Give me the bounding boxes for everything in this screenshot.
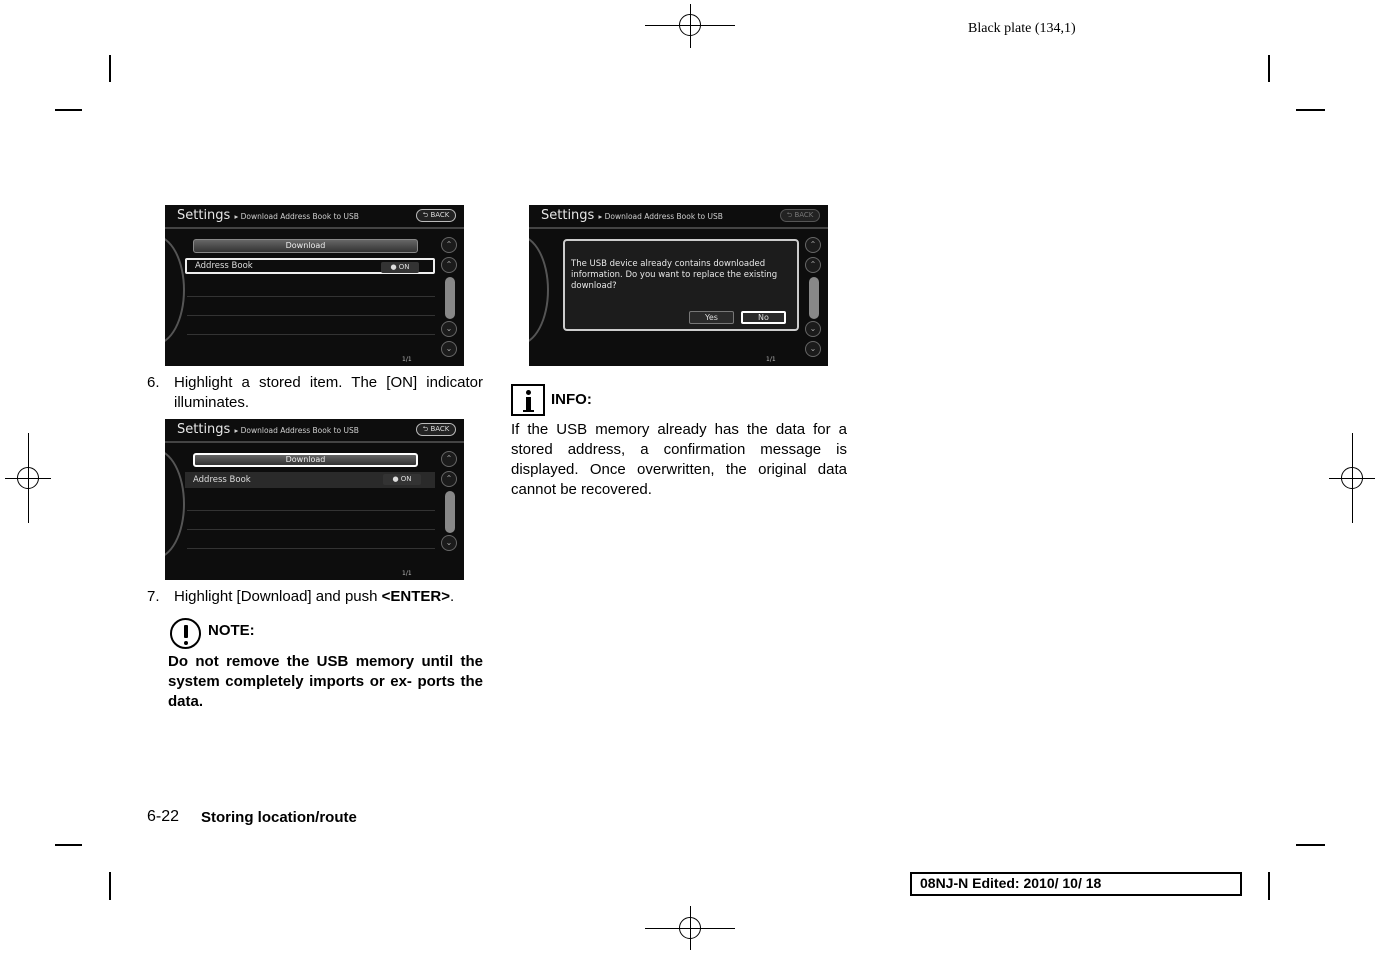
note-heading: NOTE: (208, 622, 255, 639)
plate-label: Black plate (134,1) (968, 21, 1076, 36)
page-number: 6-22 (147, 808, 180, 825)
no-button[interactable]: No (741, 311, 786, 324)
scrollbar[interactable] (809, 277, 819, 319)
note-text: Do not remove the USB memory until the system completely imports or ex- ports the data. (168, 653, 483, 710)
screen-decoration (529, 235, 549, 345)
screen-title: Settings ▸ Download Address Book to USB (541, 208, 723, 223)
address-book-label: Address Book (193, 475, 251, 485)
screen-title: Settings ▸ Download Address Book to USB (177, 422, 359, 437)
registration-mark (645, 906, 735, 950)
registration-mark (645, 4, 735, 48)
scroll-down-icon[interactable]: ⌄ (441, 341, 457, 357)
scroll-step-down-icon[interactable]: ⌄ (805, 321, 821, 337)
edited-stamp: 08NJ-N Edited: 2010/ 10/ 18 (910, 872, 1242, 896)
crop-mark (109, 872, 111, 900)
screen-decoration (165, 235, 185, 345)
step-text: Highlight a stored item. The [ON] indicator illuminates. (174, 374, 483, 411)
screenshot-confirmation-dialog (529, 205, 828, 366)
crop-mark (1296, 844, 1325, 846)
scroll-step-up-icon[interactable]: ⌃ (805, 257, 821, 273)
scroll-step-up-icon[interactable]: ⌃ (441, 257, 457, 273)
download-button[interactable]: Download (193, 239, 418, 253)
scroll-step-up-icon[interactable]: ⌃ (441, 471, 457, 487)
download-button[interactable]: Download (193, 453, 418, 467)
address-book-row[interactable] (185, 472, 435, 488)
exclamation-icon (170, 618, 201, 649)
info-text: If the USB memory already has the data for a stored address, a confirmation message is displayed. Once overwritten, the original data cannot be recovered. (511, 421, 847, 498)
screen-decoration (165, 449, 185, 559)
scroll-down-icon[interactable]: ⌄ (805, 341, 821, 357)
step-number: 7. (147, 588, 160, 605)
back-button[interactable]: ⮌ BACK (780, 209, 820, 222)
info-heading: INFO: (551, 391, 592, 408)
on-indicator: ● ON (383, 474, 421, 485)
scroll-down-icon[interactable]: ⌄ (441, 535, 457, 551)
step-text: Highlight [Download] and push <ENTER>. (174, 588, 455, 605)
scroll-up-icon[interactable]: ⌃ (441, 237, 457, 253)
crop-mark (1296, 109, 1325, 111)
screenshot-address-book-selected (165, 205, 464, 366)
crop-mark (1268, 55, 1270, 82)
step-number: 6. (147, 374, 160, 391)
yes-button[interactable]: Yes (689, 311, 734, 324)
page-indicator: 1/1 (402, 356, 412, 363)
scrollbar[interactable] (445, 277, 455, 319)
registration-mark (5, 433, 51, 523)
confirmation-dialog (563, 239, 799, 331)
info-icon (511, 384, 545, 416)
step-6 (147, 373, 483, 415)
address-book-row[interactable] (185, 258, 435, 274)
scroll-up-icon[interactable]: ⌃ (805, 237, 821, 253)
step-7 (147, 587, 487, 609)
page-indicator: 1/1 (402, 570, 412, 577)
screen-title: Settings ▸ Download Address Book to USB (177, 208, 359, 223)
on-indicator: ● ON (381, 262, 419, 273)
scroll-step-down-icon[interactable]: ⌄ (441, 321, 457, 337)
crop-mark (55, 109, 82, 111)
section-title: Storing location/route (201, 809, 357, 826)
registration-mark (1329, 433, 1375, 523)
scrollbar[interactable] (445, 491, 455, 533)
screenshot-download-selected (165, 419, 464, 580)
back-button[interactable]: ⮌ BACK (416, 209, 456, 222)
back-button[interactable]: ⮌ BACK (416, 423, 456, 436)
dialog-message: The USB device already contains downloaded information. Do you want to replace the existing download? (571, 259, 778, 291)
page-indicator: 1/1 (766, 356, 776, 363)
scroll-up-icon[interactable]: ⌃ (441, 451, 457, 467)
crop-mark (55, 844, 82, 846)
address-book-label: Address Book (195, 261, 253, 271)
crop-mark (109, 55, 111, 82)
crop-mark (1268, 872, 1270, 900)
